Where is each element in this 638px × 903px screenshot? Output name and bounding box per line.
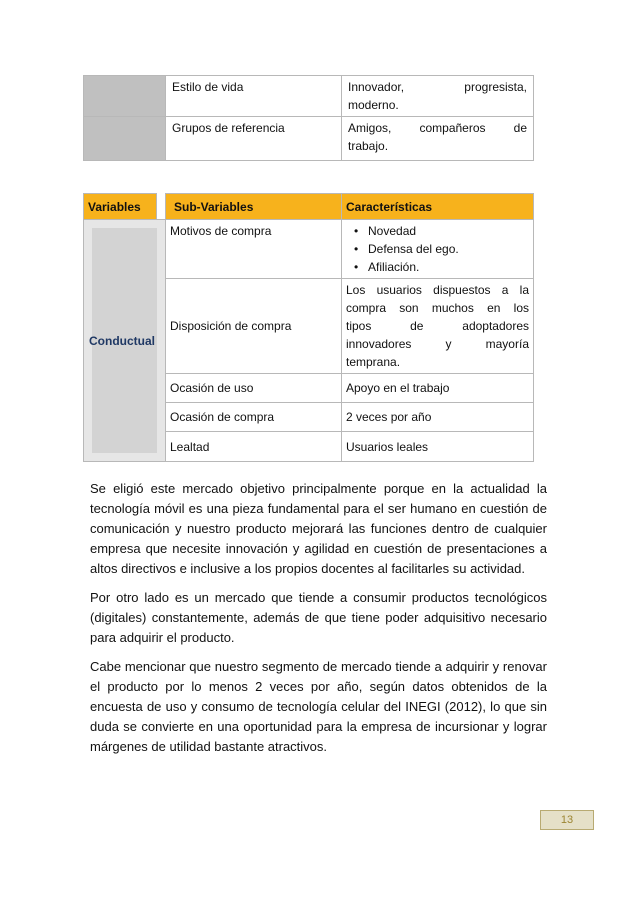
paragraph: Por otro lado es un mercado que tiende a consumir productos tecnológicos (digitales) constantemente, además de que tiene poder adquisitivo necesario para adquirir el producto.	[90, 590, 547, 645]
subvariable-cell: Lealtad	[166, 432, 342, 462]
characteristic-line: Innovador, progresista,	[348, 80, 527, 94]
header-subvariables: Sub-Variables	[166, 194, 342, 220]
characteristic-line: compra son muchos en los	[346, 301, 529, 315]
lifestyle-table	[83, 75, 534, 161]
header-variables: Variables	[84, 194, 157, 220]
subvariable-cell: Motivos de compra	[166, 220, 342, 279]
variable-label: Conductual	[89, 333, 155, 348]
grey-cell	[84, 76, 166, 117]
characteristic-cell: Usuarios leales	[342, 432, 534, 462]
characteristic-line: innovadores y mayoría	[346, 337, 529, 351]
table-row	[84, 117, 534, 161]
characteristic-line: Amigos, compañeros de	[348, 121, 527, 135]
grey-cell	[84, 117, 166, 161]
table-row	[84, 220, 534, 279]
characteristic-line: tipos de adoptadores	[346, 319, 529, 333]
subvariable-cell: Grupos de referencia	[166, 117, 342, 161]
paragraph: Se eligió este mercado objetivo principalmente porque en la actualidad la tecnología móvil es una pieza fundamental para el ser humano en cuestión de comunicación y nuestro producto mejorará las funciones dentro de cualquier empresa que necesite innovación y agilidad en cuestión de presentaciones a altos directivos e inclusive a los propios docentes al facilitarles su actividad.	[90, 481, 547, 576]
body-text	[90, 479, 547, 766]
list-item: • Novedad	[368, 222, 529, 240]
bullet-list	[346, 222, 529, 276]
characteristic-cell	[342, 117, 534, 161]
list-item: • Afiliación.	[368, 258, 529, 276]
table-row	[84, 76, 534, 117]
page-number: 13	[540, 810, 594, 830]
subvariable-cell: Estilo de vida	[166, 76, 342, 117]
list-item: • Defensa del ego.	[368, 240, 529, 258]
characteristic-line: temprana.	[346, 355, 401, 369]
header-characteristics: Características	[342, 194, 534, 220]
characteristic-cell	[342, 279, 534, 374]
subvariable-cell: Disposición de compra	[166, 279, 342, 374]
characteristic-line: moderno.	[348, 98, 399, 112]
characteristic-cell: Apoyo en el trabajo	[342, 374, 534, 403]
header-gap	[157, 194, 166, 220]
characteristic-cell	[342, 220, 534, 279]
subvariable-cell: Ocasión de compra	[166, 403, 342, 432]
paragraph: Cabe mencionar que nuestro segmento de mercado tiende a adquirir y renovar el producto por lo menos 2 veces por año, según datos obtenidos de la encuesta de uso y consumo de tecnología celular del INEGI (2012), lo que sin duda se convierte en una oportunidad para la empresa de incursionar y lograr márgenes de utilidad bastante atractivos.	[90, 659, 547, 754]
variable-cell	[84, 220, 166, 462]
segmentation-table	[83, 193, 534, 462]
characteristic-line: trabajo.	[348, 139, 389, 153]
subvariable-cell: Ocasión de uso	[166, 374, 342, 403]
characteristic-cell	[342, 76, 534, 117]
table-header-row	[84, 194, 534, 220]
characteristic-cell: 2 veces por año	[342, 403, 534, 432]
characteristic-line: Los usuarios dispuestos a la	[346, 283, 529, 297]
